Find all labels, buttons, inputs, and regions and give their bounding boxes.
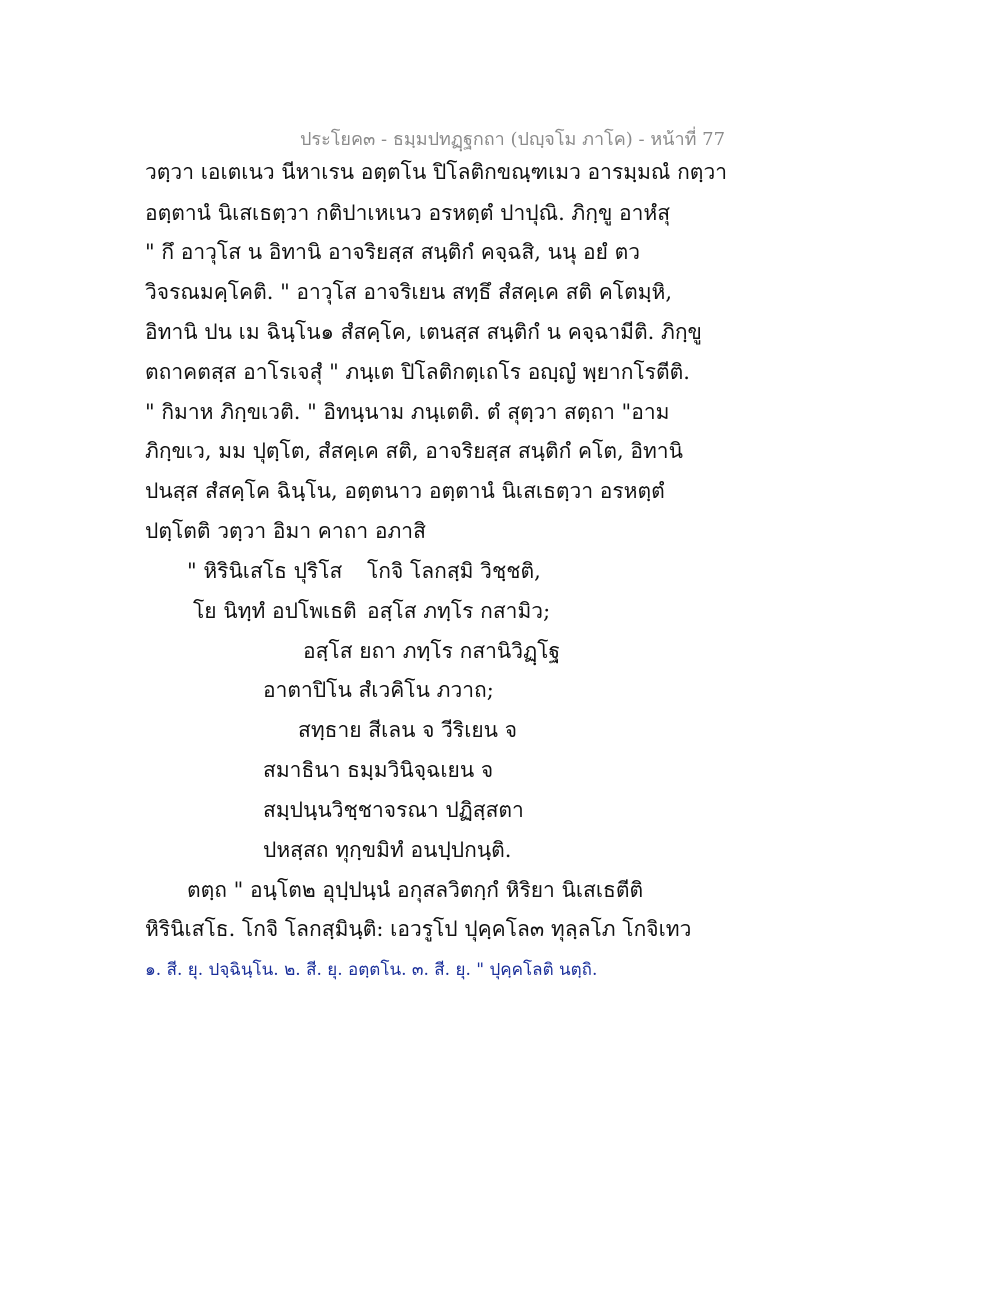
text-line: ปตฺโตติ วตฺวา อิมา คาถา อภาสิ <box>145 519 426 543</box>
text-line: หิรินิเสโธ. โกจิ โลกสฺมินฺติ: เอวรูโป ปุคฺคโล๓ ทุลฺลโภ โกจิเทว <box>145 917 692 941</box>
text-line: อิทานิ ปน เม ฉินฺโน๑ สํสคฺโค, เตนสฺส สนฺติกํ น คจฺฉามีติ. ภิกฺขู <box>145 320 702 344</box>
footnote: ๑. สี. ยุ. ปจฺฉินฺโน. ๒. สี. ยุ. อตฺตโน. ๓. สี. ยุ. " ปุคฺคโลติ นตฺถิ. <box>145 960 598 980</box>
text-line: ตถาคตสฺส อาโรเจสุํ " ภนฺเต ปิโลติกตฺเถโร อญฺญํ พฺยากโรตีติ. <box>145 360 690 384</box>
text-line: ภิกฺขเว, มม ปุตฺโต, สํสคฺเค สติ, อาจริยสฺส สนฺติกํ คโต, อิทานิ <box>145 439 683 463</box>
text-line: " กิมาห ภิกฺขเวติ. " อิทนฺนาม ภนฺเตติ. ตํ สุตฺวา สตฺถา "อาม <box>145 400 670 424</box>
text-line: ตตฺถ " อนฺโต๒ อุปฺปนฺนํ อกุสลวิตกฺกํ หิริยา นิเสเธตีติ <box>187 878 644 902</box>
verse-line: อสฺโส ยถา ภทฺโร กสานิวิฏฺโฐ <box>303 639 561 663</box>
verse-line: โกจิ โลกสฺมิ วิชฺชติ, <box>367 559 541 583</box>
text-line: อตฺตานํ นิเสเธตฺวา กติปาเหเนว อรหตฺตํ ปาปุณิ. ภิกฺขู อาหํสุ <box>145 201 671 225</box>
text-line: ปนสฺส สํสคฺโค ฉินฺโน, อตฺตนาว อตฺตานํ นิเสเธตฺวา อรหตฺตํ <box>145 479 665 503</box>
verse-line: สทฺธาย สีเลน จ วีริเยน จ <box>298 718 518 742</box>
text-line: " กึ อาวุโส น อิทานิ อาจริยสฺส สนฺติกํ คจฺฉสิ, นนุ อยํ ตว <box>145 240 641 264</box>
verse-line: โย นิทฺทํ อปโพเธติ <box>193 599 357 623</box>
verse-line: " หิรินิเสโธ ปุริโส <box>187 559 343 583</box>
verse-line: สมาธินา ธมฺมวินิจฺฉเยน จ <box>263 758 494 782</box>
verse-line: สมฺปนฺนวิชฺชาจรณา ปฏิสฺสตา <box>263 798 524 822</box>
text-line: วตฺวา เอเตเนว นีหาเรน อตฺตโน ปิโลติกขณฺฑเมว อารมฺมณํ กตฺวา <box>145 160 728 184</box>
page-header: ประโยค๓ - ธมฺมปทฏฺฐกถา (ปญฺจโม ภาโค) - หน้าที่ 77 <box>300 129 726 150</box>
text-line: วิจรณมคฺโคติ. " อาวุโส อาจริเยน สทฺธึ สํสคฺเค สติ คโตมฺหิ, <box>145 280 673 304</box>
verse-line: อสฺโส ภทฺโร กสามิว; <box>367 599 551 623</box>
verse-line: อาตาปิโน สํเวคิโน ภวาถ; <box>263 678 494 702</box>
verse-line: ปหสฺสถ ทุกฺขมิทํ อนปฺปกนฺติ. <box>263 838 512 862</box>
